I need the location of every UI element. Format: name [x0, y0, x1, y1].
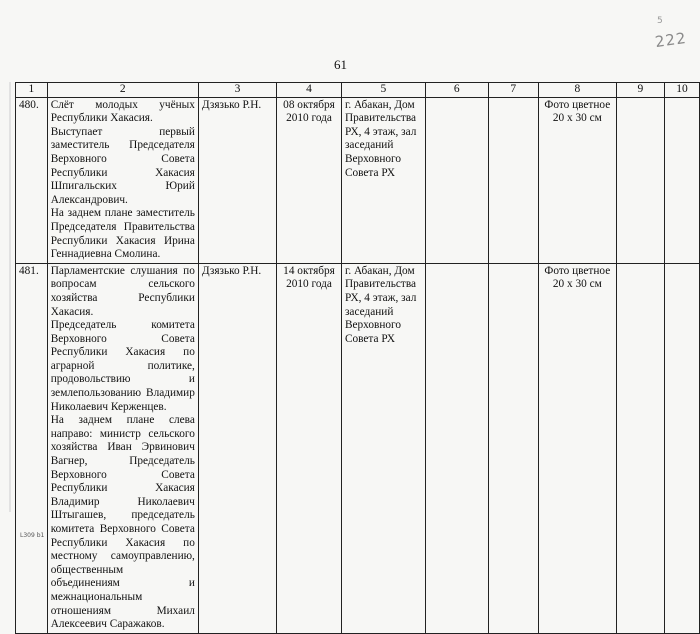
row-col10: [664, 263, 699, 633]
register-table: [15, 82, 700, 634]
binding-shadow: [9, 82, 11, 512]
row-col7: [488, 263, 538, 633]
description-paragraph: Выступает первый заместитель Председателя Верховного Совета Республики Хакасия Шпигальских Юрий Александрович.: [50, 125, 195, 206]
corner-mark: 5: [657, 16, 663, 26]
header-cell: 10: [664, 83, 699, 98]
table-row: [16, 263, 700, 633]
header-cell: 7: [488, 83, 538, 98]
page-number: 61: [334, 57, 347, 72]
row-author: Дзязько Р.Н.: [198, 97, 276, 263]
row-format: Фото цветное 20 х 30 см: [538, 97, 616, 263]
row-place: г. Абакан, Дом Правительства РХ, 4 этаж, зал заседаний Верховного Совета РХ: [341, 97, 425, 263]
header-cell: 1: [16, 83, 48, 98]
row-description: [47, 263, 198, 633]
description-paragraph: Председатель комитета Верховного Совета Республики Хакасия по аграрной политике, продовольствию и землепользованию Владимир Николаевич Керженцев.: [50, 319, 195, 413]
row-description: [47, 97, 198, 263]
description-paragraph: На заднем плане слева направо: министр сельского хозяйства Иван Эрвинович Вагнер, Председатель Верховного Совета Республики Хакасия Владимир Николаевич Штыгашев, председатель комитета Верховного Совета Республики Хакасия по местному самоуправлению, общественным объединениям и межнациональным отношениям Михаил Алексеевич Саражаков.: [50, 414, 195, 631]
header-cell: 5: [341, 83, 425, 98]
header-cell: 6: [425, 83, 488, 98]
footer-stamp: L309 b1: [20, 532, 45, 539]
header-cell: 4: [277, 83, 342, 98]
header-cell: 8: [538, 83, 616, 98]
row-place: г. Абакан, Дом Правительства РХ, 4 этаж, зал заседаний Верховного Совета РХ: [341, 263, 425, 633]
row-col10: [664, 97, 699, 263]
row-col9: [616, 97, 664, 263]
row-col9: [616, 263, 664, 633]
row-format: Фото цветное 20 х 30 см: [538, 263, 616, 633]
row-col6: [425, 97, 488, 263]
row-author: Дзязько Р.Н.: [198, 263, 276, 633]
handwritten-page-number: 222: [653, 28, 688, 52]
description-paragraph: Слёт молодых учёных Республики Хакасия.: [50, 98, 195, 125]
header-cell: 3: [198, 83, 276, 98]
row-date: 08 октября 2010 года: [277, 97, 342, 263]
row-number: 481.: [16, 263, 48, 633]
description-paragraph: Парламентские слушания по вопросам сельского хозяйства Республики Хакасия.: [50, 264, 195, 318]
row-date: 14 октября 2010 года: [277, 263, 342, 633]
header-row: [16, 83, 700, 98]
row-col6: [425, 263, 488, 633]
header-cell: 9: [616, 83, 664, 98]
header-cell: 2: [47, 83, 198, 98]
row-col7: [488, 97, 538, 263]
row-number: 480.: [16, 97, 48, 263]
table-row: [16, 97, 700, 263]
description-paragraph: На заднем плане заместитель Председателя Правительства Республики Хакасия Ирина Геннадиевна Смолина.: [50, 207, 195, 261]
